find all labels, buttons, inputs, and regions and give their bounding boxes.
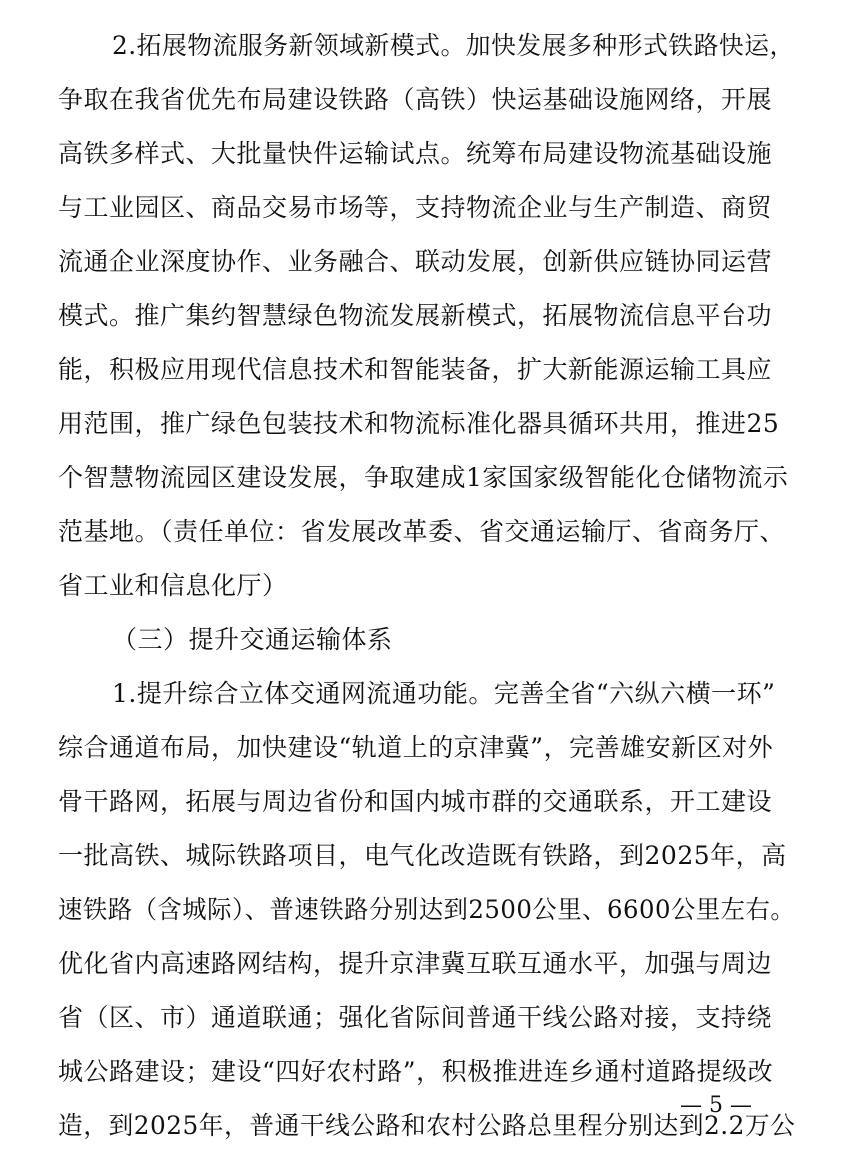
paragraph-line: 能，积极应用现代信息技术和智能装备，扩大新能源运输工具应 [58,355,773,384]
paragraph-line: 2.拓展物流服务新领域新模式。加快发展多种形式铁路快运， [112,31,795,60]
paragraph-line: 范基地。（责任单位：省发展改革委、省交通运输厅、省商务厅、 [58,517,786,546]
paragraph-line: 高铁多样式、大批量快件运输试点。统筹布局建设物流基础设施 [58,139,773,168]
page-number: — 5 — [680,1093,752,1118]
paragraph-line: 省（区、市）通道联通；强化省际间普通干线公路对接，支持绕 [58,1003,773,1032]
paragraph-line: 骨干路网，拓展与周边省份和国内城市群的交通联系，开工建设 [58,787,773,816]
paragraph-line: 一批高铁、城际铁路项目，电气化改造既有铁路，到2025年，高 [58,841,787,870]
paragraph-line: 与工业园区、商品交易市场等，支持物流企业与生产制造、商贸 [58,193,773,222]
paragraph-line: 城公路建设；建设“四好农村路”，积极推进连乡通村道路提级改 [58,1057,774,1086]
paragraph-line: 1.提升综合立体交通网流通功能。完善全省“六纵六横一环” [112,679,776,708]
paragraph-line: 优化省内高速路网结构，提升京津冀互联互通水平，加强与周边 [58,949,773,978]
paragraph-line: 省工业和信息化厅） [58,571,288,600]
paragraph-line: 个智慧物流园区建设发展，争取建成1家国家级智能化仓储物流示 [58,463,789,492]
paragraph-line: 争取在我省优先布局建设铁路（高铁）快运基础设施网络，开展 [58,85,773,114]
paragraph-line: 速铁路（含城际）、普速铁路分别达到2500公里、6600公里左右。 [58,895,796,924]
section-heading: （三）提升交通运输体系 [112,625,393,654]
paragraph-line: 造，到2025年，普通干线公路和农村公路总里程分别达到2.2万公 [58,1111,796,1140]
paragraph-line: 用范围，推广绿色包装技术和物流标准化器具循环共用，推进25 [58,409,780,438]
paragraph-line: 模式。推广集约智慧绿色物流发展新模式，拓展物流信息平台功 [58,301,773,330]
paragraph-line: 综合通道布局，加快建设“轨道上的京津冀”，完善雄安新区对外 [58,733,774,762]
paragraph-line: 流通企业深度协作、业务融合、联动发展，创新供应链协同运营 [58,247,773,276]
